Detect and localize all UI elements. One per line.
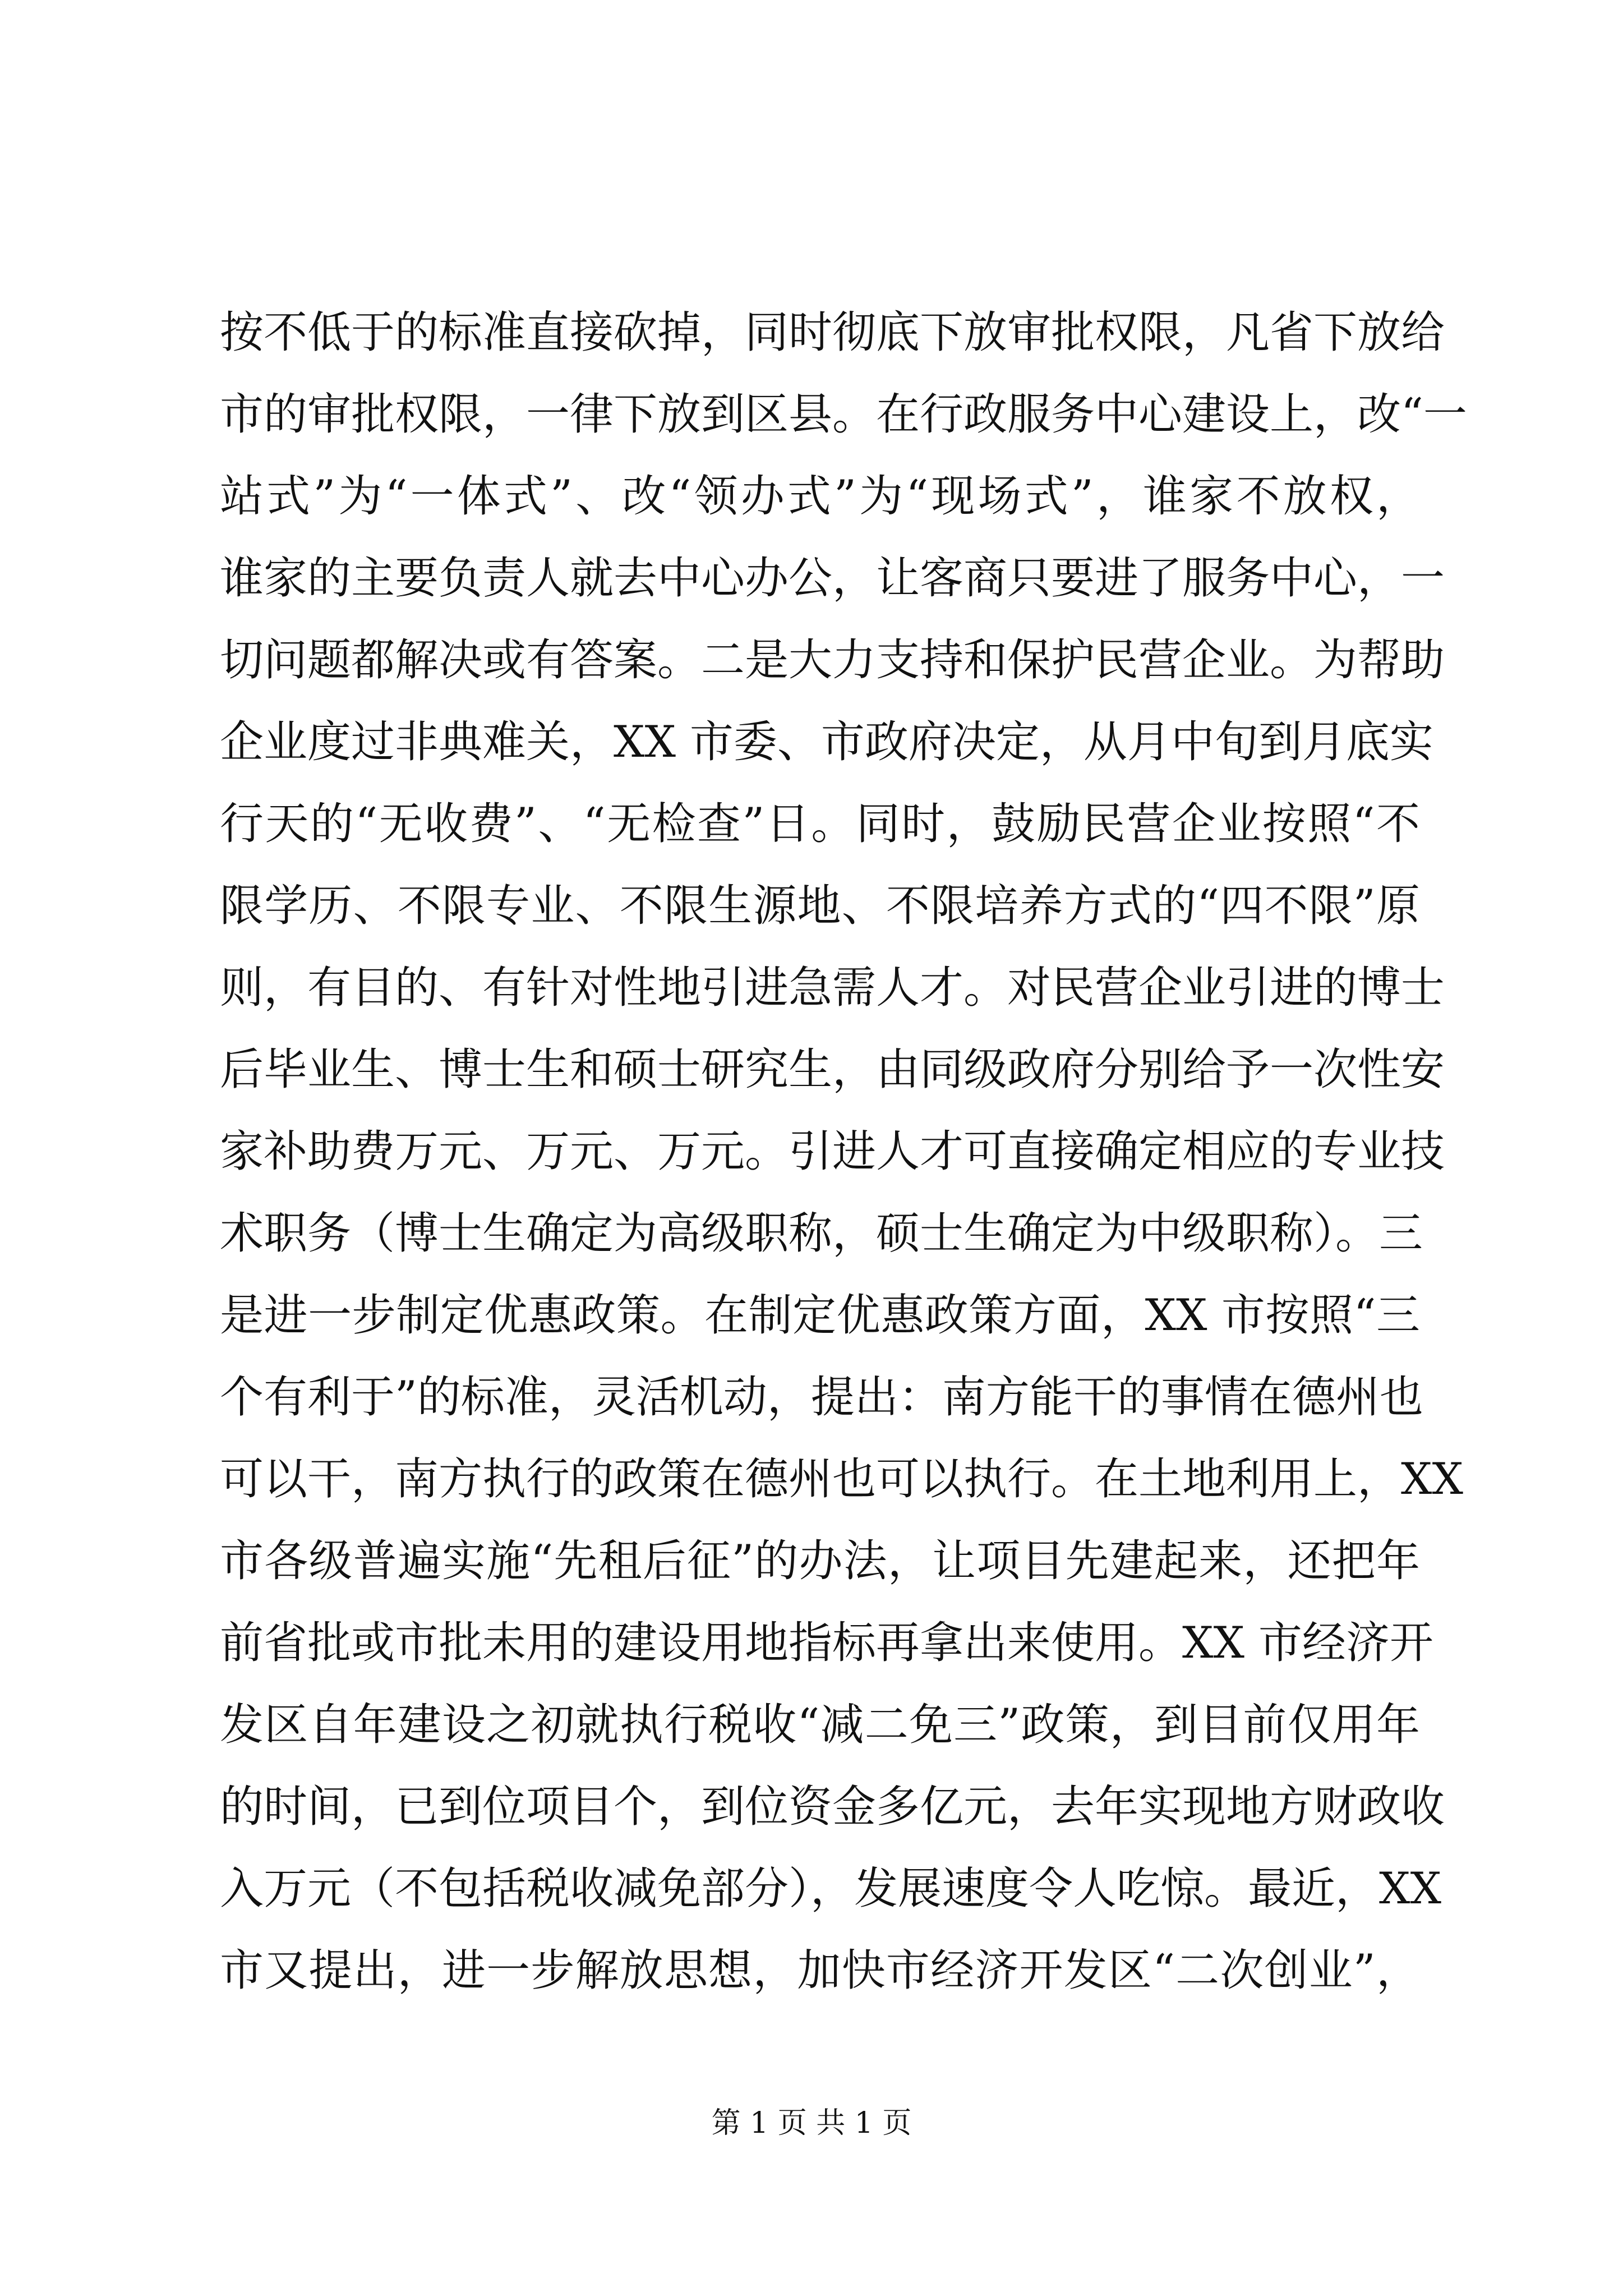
text-line: 企业度过非典难关，XX 市委、市政府决定，从月中旬到月底实	[220, 717, 1433, 767]
text-line: 发区自年建设之初就执行税收“减二免三”政策，到目前仅用年	[220, 1700, 1420, 1750]
text-line: 的时间，已到位项目个，到位资金多亿元，去年实现地方财政收	[220, 1782, 1445, 1832]
text-line: 限学历、不限专业、不限生源地、不限培养方式的“四不限”原	[220, 881, 1420, 931]
page-number-label: 第 1 页 共 1 页	[711, 2106, 912, 2140]
text-line: 市的审批权限，一律下放到区县。在行政服务中心建设上，改“一	[220, 389, 1467, 440]
text-line: 切问题都解决或有答案。二是大力支持和保护民营企业。为帮助	[220, 635, 1445, 685]
text-line: 术职务（博士生确定为高级职称，硕士生确定为中级职称）。三	[220, 1208, 1423, 1259]
text-line: 则，有目的、有针对性地引进急需人才。对民营企业引进的博士	[220, 963, 1445, 1013]
page-footer	[0, 2104, 1623, 2143]
text-line: 前省批或市批未用的建设用地指标再拿出来使用。XX 市经济开	[220, 1618, 1433, 1668]
text-line: 按不低于的标准直接砍掉，同时彻底下放审批权限，凡省下放给	[220, 307, 1445, 358]
text-line: 市又提出，进一步解放思想，加快市经济开发区“二次创业”，	[220, 1945, 1420, 1996]
text-line: 是进一步制定优惠政策。在制定优惠政策方面，XX 市按照“三	[220, 1290, 1420, 1341]
text-line: 后毕业生、博士生和硕士研究生，由同级政府分别给予一次性安	[220, 1045, 1445, 1095]
text-line: 行天的“无收费”、“无检查”日。同时，鼓励民营企业按照“不	[220, 799, 1420, 849]
text-line: 入万元（不包括税收减免部分），发展速度令人吃惊。最近，XX	[220, 1864, 1442, 1914]
text-line: 可以干，南方执行的政策在德州也可以执行。在土地利用上，XX	[220, 1454, 1464, 1504]
text-line: 谁家的主要负责人就去中心办公，让客商只要进了服务中心，一	[220, 553, 1445, 604]
text-line: 家补助费万元、万元、万元。引进人才可直接确定相应的专业技	[220, 1126, 1445, 1177]
text-line: 市各级普遍实施“先租后征”的办法，让项目先建起来，还把年	[220, 1536, 1420, 1586]
text-line: 个有利于”的标准，灵活机动，提出：南方能干的事情在德州也	[220, 1372, 1423, 1423]
text-line: 站式”为“一体式”、改“领办式”为“现场式”，谁家不放权，	[220, 471, 1420, 522]
body-paragraph	[220, 292, 1467, 2012]
